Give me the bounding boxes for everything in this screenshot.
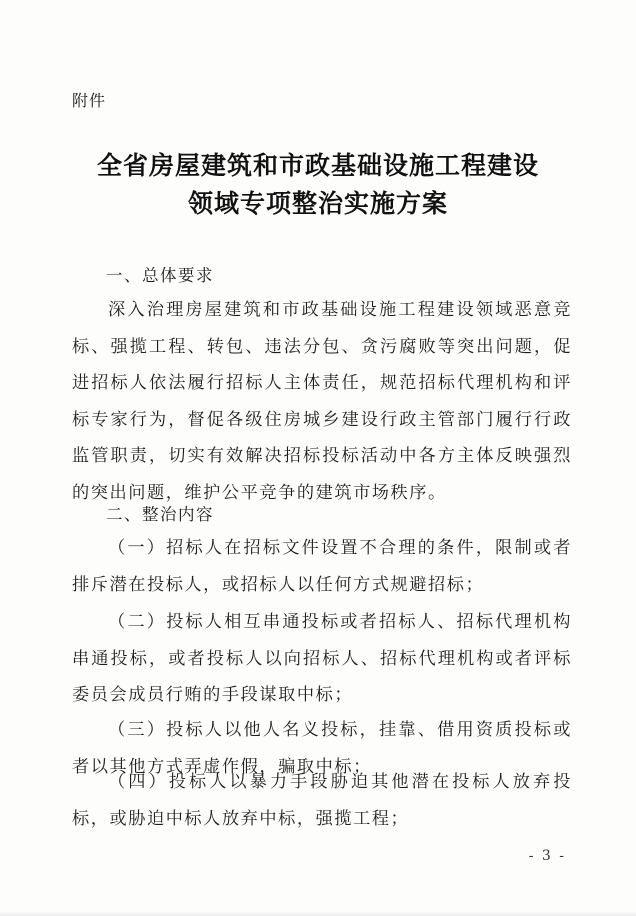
list-item: （三）投标人以他人名义投标，挂靠、借用资质投标或者以其他方式弄虚作假，骗取中标； — [72, 720, 572, 777]
document-title-line-2: 领域专项整治实施方案 — [187, 189, 448, 218]
list-item: （四）投标人以暴力手段胁迫其他潜在投标人放弃投标，或胁迫中标人放弃中标，强揽工程； — [72, 772, 572, 829]
list-item: （一）招标人在招标文件设置不合理的条件，限制或者排斥潜在投标人，或招标人以任何方式规避招标； — [72, 538, 572, 595]
page-bottom-edge — [0, 910, 636, 916]
attachment-label: 附件 — [72, 91, 107, 110]
section-1-paragraph: 深入治理房屋建筑和市政基础设施工程建设领域恶意竞标、强揽工程、转包、违法分包、贪污腐败等突出问题，促进招标人依法履行招标人主体责任，规范招标代理机构和评标专家行为，督促各级住房城乡建设行政主管部门履行行政监管职责，切实有效解决招标投标活动中各方主体反映强烈的突出问题，维护公平竞争的建筑市场秩序。 — [72, 300, 572, 503]
list-item: （二）投标人相互串通投标或者招标人、招标代理机构串通投标，或者投标人以向招标人、招标代理机构或者评标委员会成员行贿的手段谋取中标； — [72, 612, 572, 705]
document-title-line-1: 全省房屋建筑和市政基础设施工程建设 — [96, 151, 539, 180]
page-number: - 3 - — [528, 848, 566, 864]
section-1-heading: 一、总体要求 — [106, 266, 214, 285]
section-2-heading: 二、整治内容 — [106, 505, 214, 524]
